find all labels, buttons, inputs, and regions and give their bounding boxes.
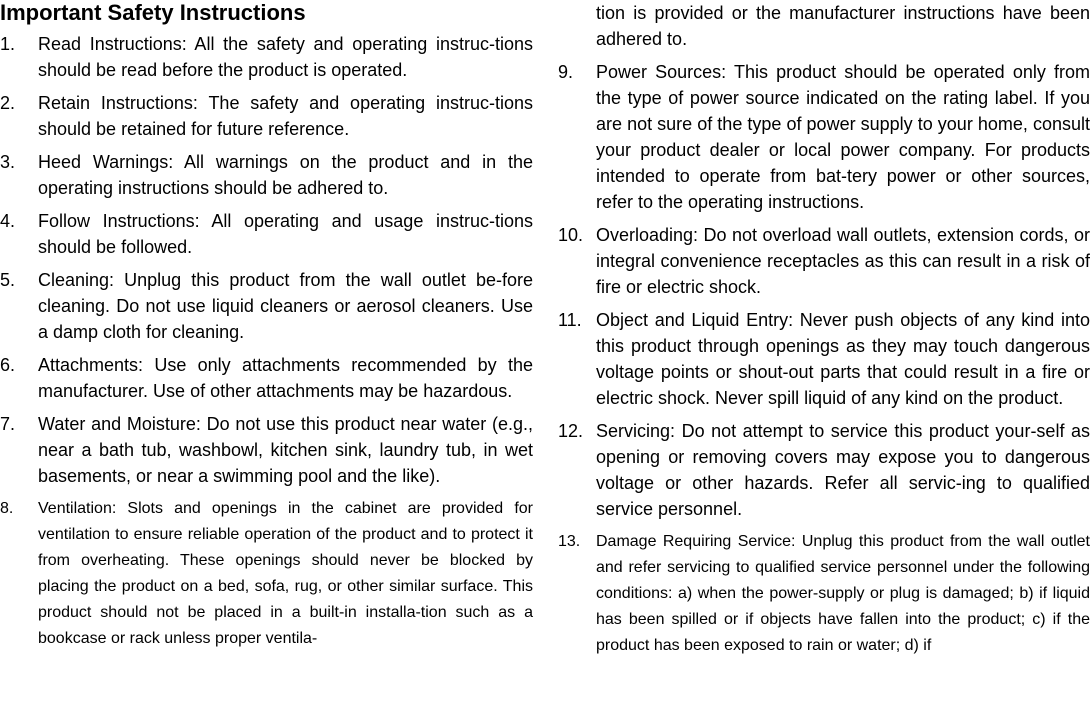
- item-number: 12.: [558, 421, 584, 441]
- instruction-item-12: [558, 418, 1090, 522]
- item-number: 10.: [558, 225, 584, 245]
- continued-text: tion is provided or the manufacturer instructions have been adhered to.: [596, 3, 1090, 49]
- item-number: 1.: [0, 34, 16, 54]
- item-text: Object and Liquid Entry: Never push objects of any kind into this product through openings as they may touch dangerous voltage points or shout-out parts that could result in a fire or electric shock. Never spill liquid of any kind on the product.: [596, 310, 1090, 408]
- item-text: Read Instructions: All the safety and operating instruc-tions should be read before the product is operated.: [38, 34, 533, 80]
- instruction-item-13: [558, 529, 1090, 659]
- instruction-item-6: [0, 352, 533, 404]
- item-text: Overloading: Do not overload wall outlets, extension cords, or integral convenience receptacles as this can result in a risk of fire or electric shock.: [596, 225, 1090, 297]
- instruction-item-11: [558, 307, 1090, 411]
- item-text: Follow Instructions: All operating and usage instruc-tions should be followed.: [38, 211, 533, 257]
- item-number: 9.: [558, 62, 574, 82]
- item-number: 3.: [0, 152, 16, 172]
- instruction-item-10: [558, 222, 1090, 300]
- item-number: 4.: [0, 211, 16, 231]
- item-number: 6.: [0, 355, 16, 375]
- instruction-item-4: [0, 208, 533, 260]
- instruction-item-2: [0, 90, 533, 142]
- item-text: Cleaning: Unplug this product from the wall outlet be-fore cleaning. Do not use liquid cleaners or aerosol cleaners. Use a damp cloth for cleaning.: [38, 270, 533, 342]
- item-text: Servicing: Do not attempt to service this product your-self as opening or removing covers may expose you to dangerous voltage or other hazards. Refer all servic-ing to qualified service personnel.: [596, 421, 1090, 519]
- right-column: [558, 0, 1090, 659]
- item-text: Retain Instructions: The safety and operating instruc-tions should be retained for future reference.: [38, 93, 533, 139]
- instruction-item-3: [0, 149, 533, 201]
- item-text: Ventilation: Slots and openings in the cabinet are provided for ventilation to ensure reliable operation of the product and to protect it from overheating. These openings should never be blocked by placing the product on a bed, sofa, rug, or other similar surface. This product should not be placed in a built-in installa-tion such as a bookcase or rack unless proper ventila-: [38, 500, 533, 647]
- instruction-item-9: [558, 59, 1090, 215]
- item-number: 8.: [0, 500, 14, 517]
- item-text: Water and Moisture: Do not use this product near water (e.g., near a bath tub, washbowl, kitchen sink, laundry tub, in wet basements, or near a swimming pool and the like).: [38, 414, 533, 486]
- page-title: Important Safety Instructions: [0, 0, 306, 25]
- instruction-item-8: [0, 496, 533, 652]
- instruction-item-1: [0, 31, 533, 83]
- instruction-item-7: [0, 411, 533, 489]
- item-text: Damage Requiring Service: Unplug this product from the wall outlet and refer servicing to qualified service personnel under the following conditions: a) when the power-supply or plug is damaged; b) if liquid has been spilled or if objects have fallen into the product; c) if the product has been exposed to rain or water; d) if: [596, 533, 1090, 654]
- item-text: Power Sources: This product should be operated only from the type of power source indicated on the rating label. If you are not sure of the type of power supply to your home, consult your product dealer or local power company. For products intended to operate from bat-tery power or other sources, refer to the operating instructions.: [596, 62, 1090, 212]
- item-number: 5.: [0, 270, 16, 290]
- item-text: Attachments: Use only attachments recommended by the manufacturer. Use of other attachments may be hazardous.: [38, 355, 533, 401]
- instruction-item-5: [0, 267, 533, 345]
- item-number: 7.: [0, 414, 16, 434]
- item-number: 2.: [0, 93, 16, 113]
- item-number: 11.: [558, 310, 582, 330]
- item-number: 13.: [558, 533, 581, 550]
- item-text: Heed Warnings: All warnings on the product and in the operating instructions should be adhered to.: [38, 152, 533, 198]
- left-column: [0, 0, 533, 652]
